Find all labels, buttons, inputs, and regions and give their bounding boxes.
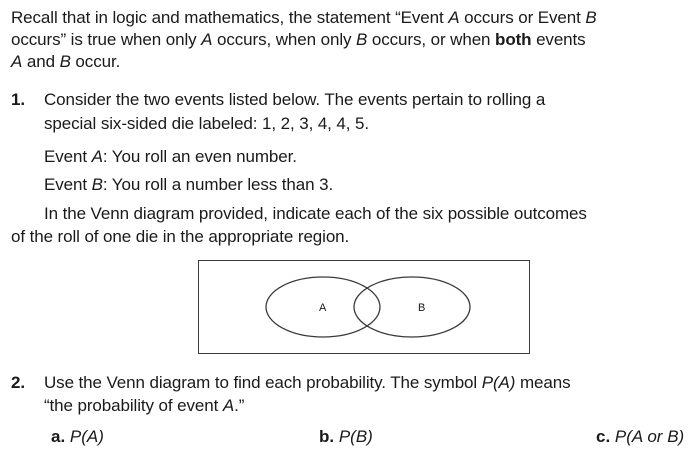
question-2-number: 2.: [11, 373, 25, 392]
intro-line-2: occurs” is true when only A occurs, when only B occurs, or when both events: [11, 30, 586, 49]
intro-line-3: A and B occur.: [11, 52, 121, 71]
venn-circle-b[interactable]: [354, 277, 470, 337]
part-b: b. P(B): [319, 427, 373, 446]
venn-diagram: [199, 261, 529, 353]
event-a-definition: Event A: You roll an even number.: [44, 147, 297, 166]
venn-label-b: B: [418, 302, 426, 314]
part-c: c. P(A or B): [596, 427, 685, 446]
part-a: a. P(A): [51, 427, 104, 446]
question-2-line-2: “the probability of event A.”: [44, 396, 245, 415]
venn-label-a: A: [319, 302, 327, 314]
instruction-line-2: of the roll of one die in the appropriate region.: [11, 227, 350, 246]
question-2-line-1: Use the Venn diagram to find each probability. The symbol P(A) means: [44, 373, 571, 392]
instruction-line-1: In the Venn diagram provided, indicate each of the six possible outcomes: [44, 204, 587, 223]
intro-line-1: Recall that in logic and mathematics, the statement “Event A occurs or Event B: [11, 8, 597, 27]
question-1-number: 1.: [11, 90, 25, 109]
venn-diagram-box[interactable]: [198, 260, 530, 354]
event-b-definition: Event B: You roll a number less than 3.: [44, 175, 334, 194]
question-1-line-2: special six-sided die labeled: 1, 2, 3, 4, 4, 5.: [44, 114, 370, 133]
question-1-line-1: Consider the two events listed below. The events pertain to rolling a: [44, 90, 546, 109]
